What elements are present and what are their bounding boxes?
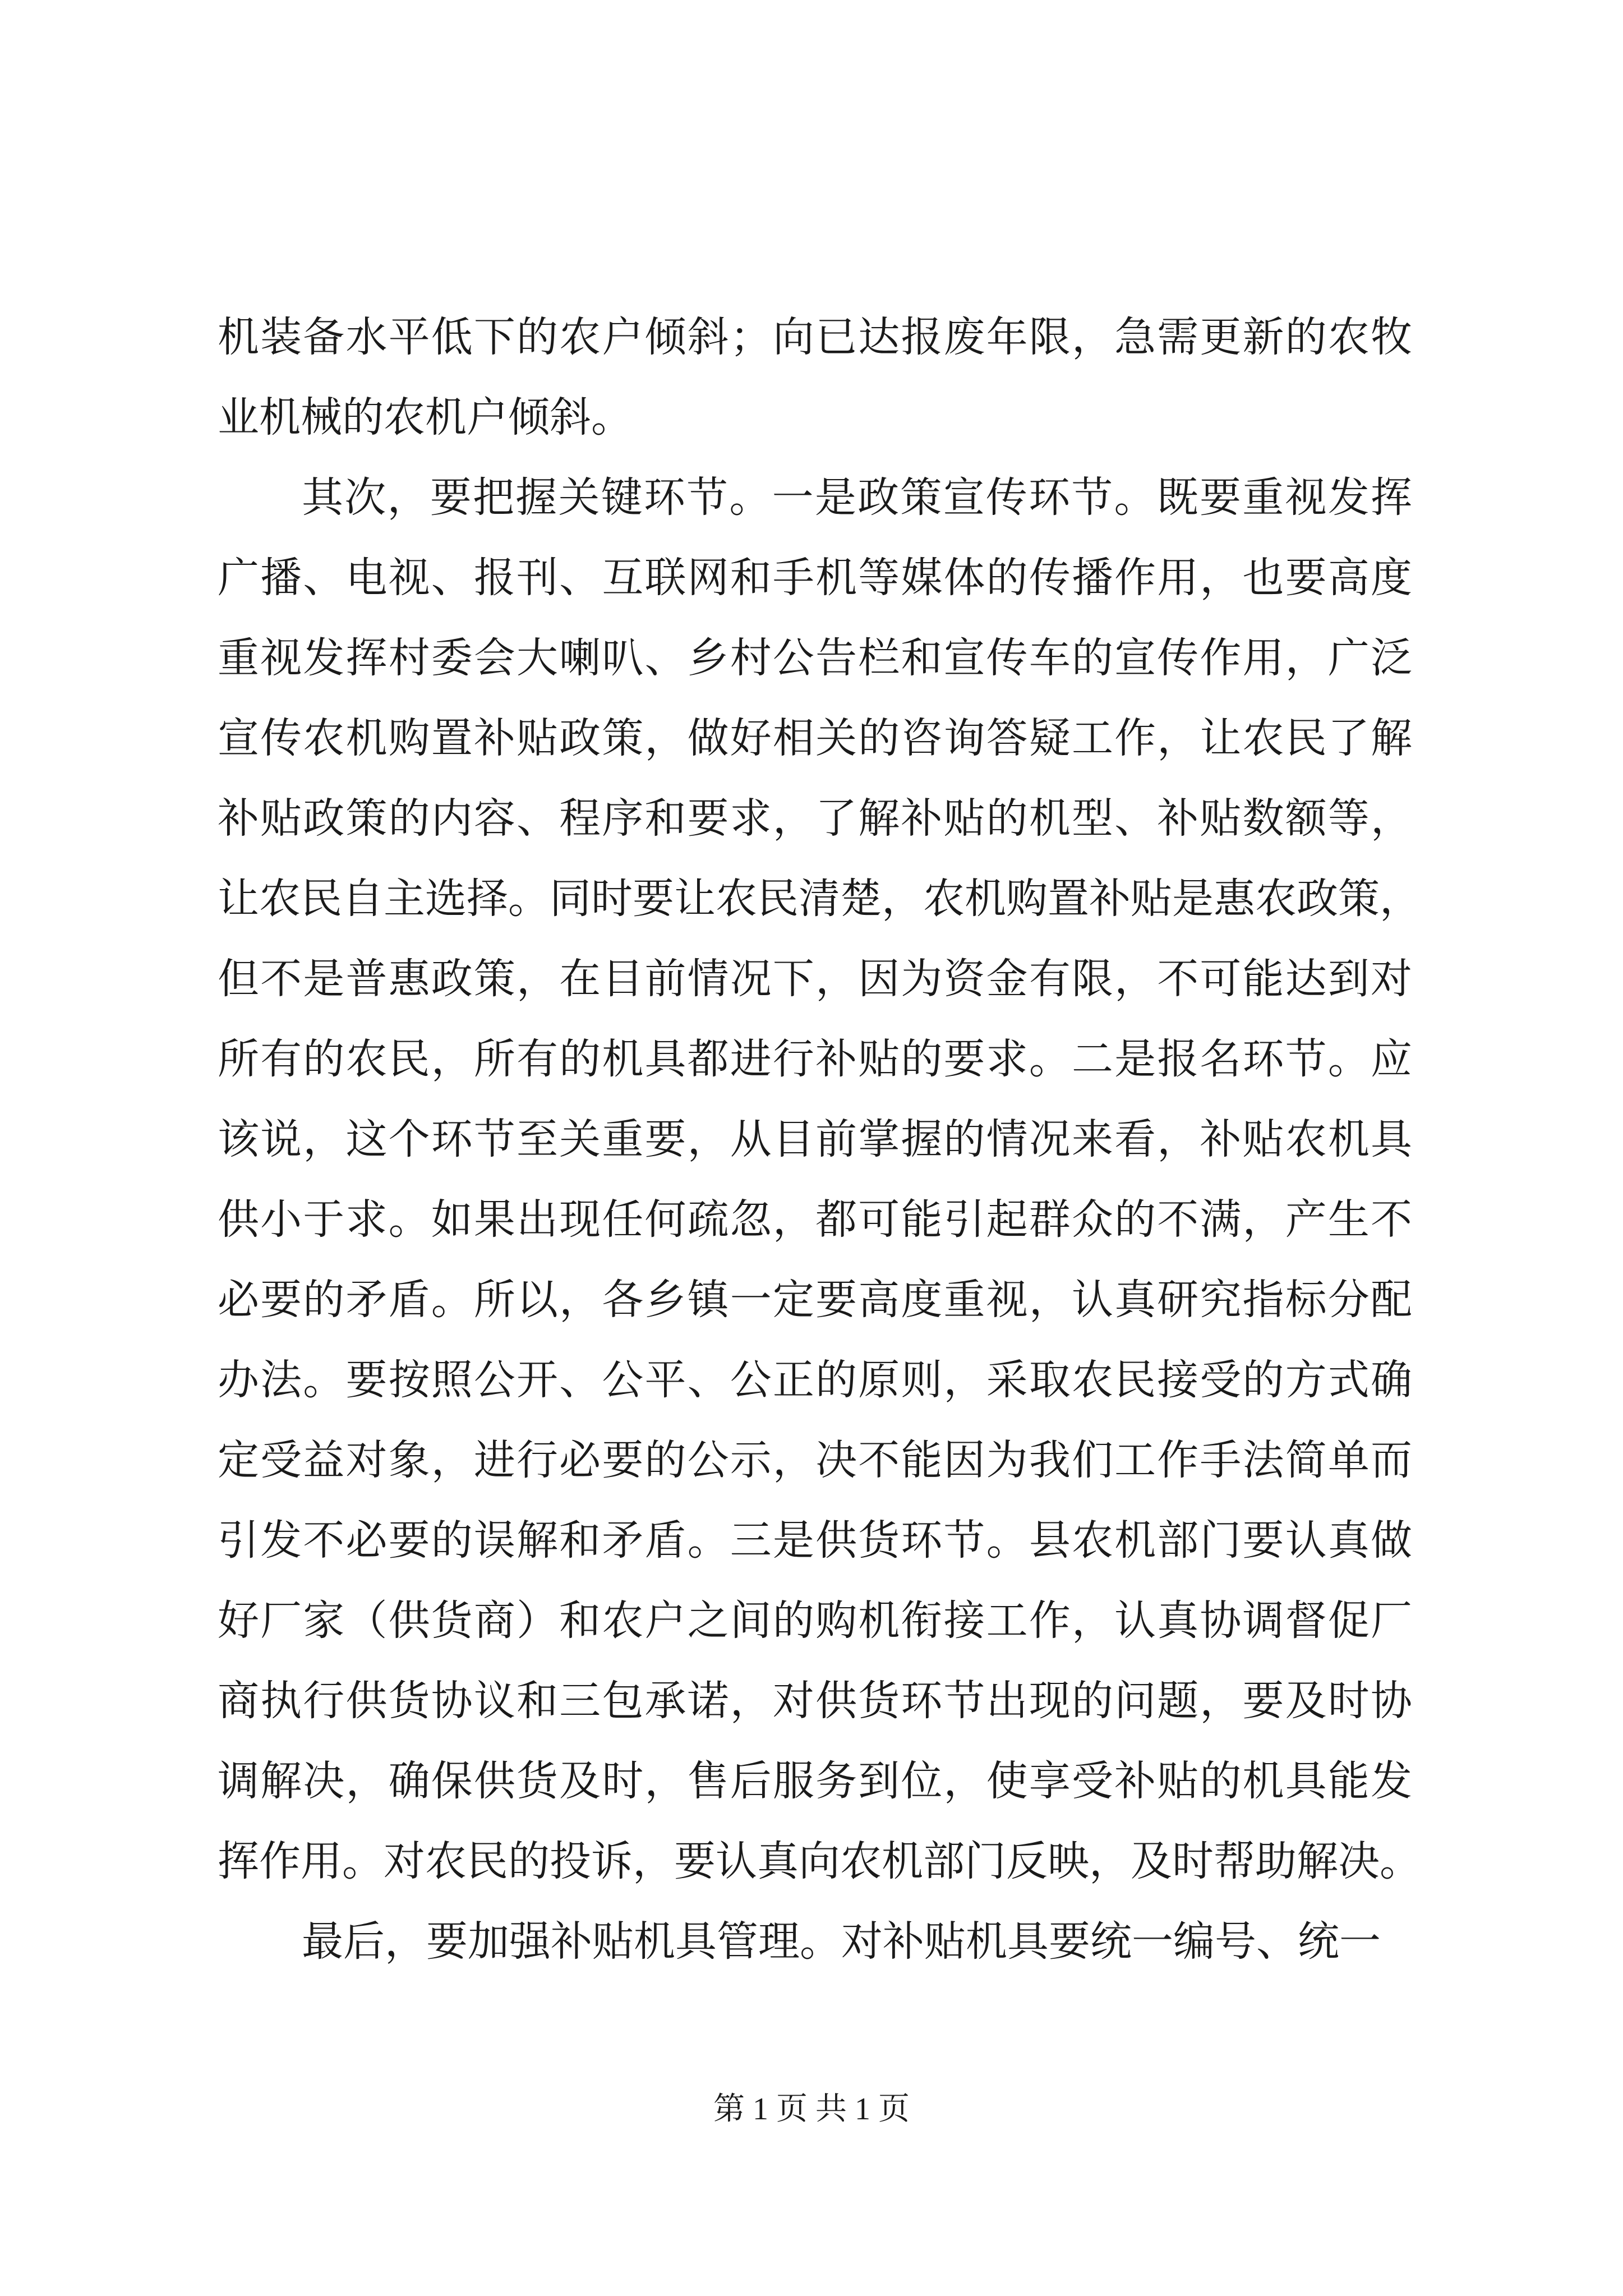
text-line: 必要的矛盾。所以，各乡镇一定要高度重视，认真研究指标分配 <box>218 1276 1412 1324</box>
document-body <box>218 297 1421 1982</box>
text-line: 引发不必要的误解和矛盾。三是供货环节。县农机部门要认真做 <box>218 1516 1412 1565</box>
text-line: 办法。要按照公开、公平、公正的原则，采取农民接受的方式确 <box>218 1356 1412 1404</box>
text-line: 该说，这个环节至关重要，从目前掌握的情况来看，补贴农机具 <box>218 1115 1412 1163</box>
text-line: 让农民自主选择。同时要让农民清楚，农机购置补贴是惠农政策， <box>218 875 1421 923</box>
text-line: 宣传农机购置补贴政策，做好相关的咨询答疑工作，让农民了解 <box>218 714 1412 762</box>
text-line: 调解决，确保供货及时，售后服务到位，使享受补贴的机具能发 <box>218 1757 1412 1805</box>
text-line: 重视发挥村委会大喇叭、乡村公告栏和宣传车的宣传作用，广泛 <box>218 634 1412 682</box>
page-number-footer: 第 1 页 共 1 页 <box>713 2092 910 2127</box>
text-line: 业机械的农机户倾斜。 <box>218 393 633 441</box>
text-line: 机装备水平低下的农户倾斜；向已达报废年限，急需更新的农牧 <box>218 313 1412 361</box>
text-line: 广播、电视、报刊、互联网和手机等媒体的传播作用，也要高度 <box>218 554 1412 602</box>
paragraph-start-line: 其次，要把握关键环节。一是政策宣传环节。既要重视发挥 <box>302 473 1412 522</box>
text-line: 所有的农民，所有的机具都进行补贴的要求。二是报名环节。应 <box>218 1035 1412 1083</box>
text-line: 补贴政策的内容、程序和要求，了解补贴的机型、补贴数额等， <box>218 794 1412 843</box>
text-line: 挥作用。对农民的投诉，要认真向农机部门反映，及时帮助解决。 <box>218 1837 1421 1885</box>
text-line: 好厂家（供货商）和农户之间的购机衔接工作，认真协调督促厂 <box>218 1596 1412 1645</box>
paragraph-start-line: 最后，要加强补贴机具管理。对补贴机具要统一编号、统一 <box>302 1917 1381 1966</box>
text-line: 供小于求。如果出现任何疏忽，都可能引起群众的不满，产生不 <box>218 1195 1412 1244</box>
text-line: 定受益对象，进行必要的公示，决不能因为我们工作手法简单而 <box>218 1436 1412 1484</box>
text-line: 但不是普惠政策，在目前情况下，因为资金有限，不可能达到对 <box>218 955 1412 1003</box>
text-line: 商执行供货协议和三包承诺，对供货环节出现的问题，要及时协 <box>218 1677 1412 1725</box>
